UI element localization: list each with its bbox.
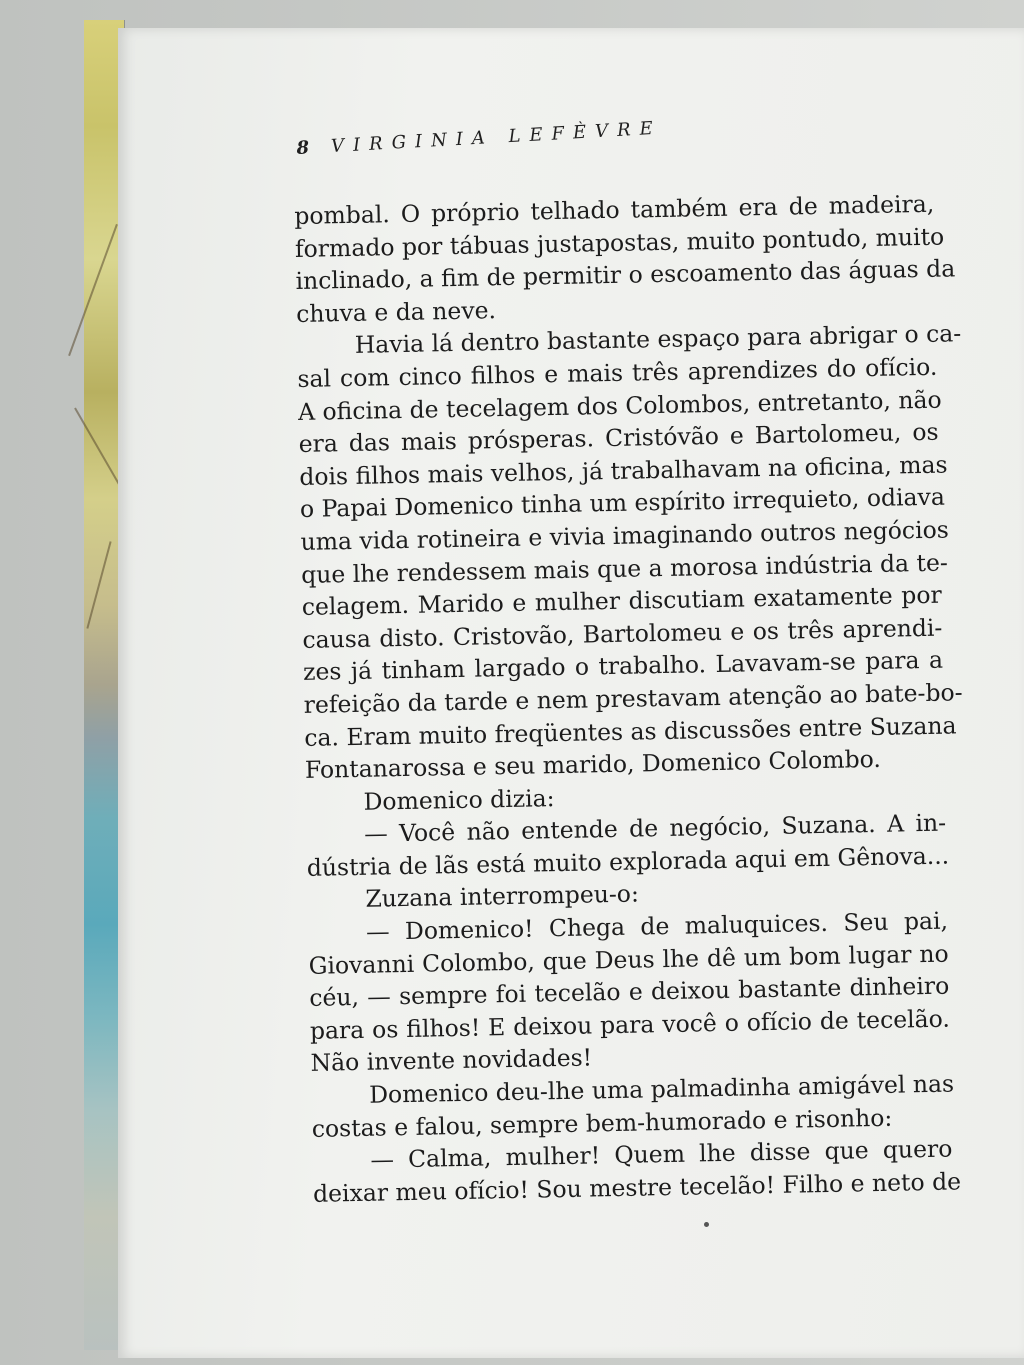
text-line: para os filhos! E deixou para você o ofício de tecelão.: [309, 1004, 951, 1045]
text-line: pombal. O próprio telhado também era de madeira,: [294, 189, 935, 230]
text-line: refeição da tarde e nem prestavam atenção ao bate-bo-: [303, 678, 963, 719]
text-line: Domenico dizia:: [363, 783, 555, 816]
text-line: Zuzana interrompeu-o:: [365, 879, 640, 914]
text-line: deixar meu ofício! Sou mestre tecelão! Filho e neto de: [312, 1167, 962, 1208]
text-line: ca. Eram muito freqüentes as discussões entre Suzana: [304, 710, 957, 752]
text-line: causa disto. Cristovão, Bartolomeu e os três aprendi-: [302, 613, 943, 654]
text-line: Domenico deu-lhe uma palmadinha amigável nas: [368, 1069, 955, 1109]
text-line: sal com cinco filhos e mais três aprendizes do ofício.: [297, 352, 938, 393]
text-line: formado por tábuas justapostas, muito pontudo, muito: [294, 222, 945, 263]
body-text: [294, 188, 963, 1211]
text-line: dois filhos mais velhos, já trabalhavam na oficina, mas: [299, 450, 948, 491]
text-line: era das mais prósperas. Cristóvão e Bartolomeu, os: [298, 417, 939, 459]
text-line: chuva e da neve.: [295, 295, 497, 328]
text-line: — Domenico! Chega de maluquices. Seu pai,: [365, 906, 949, 946]
page-number: 8: [296, 137, 310, 159]
text-line: céu, — sempre foi tecelão e deixou bastante dinheiro: [309, 971, 950, 1013]
text-line: Giovanni Colombo, que Deus lhe dê um bom lugar no: [308, 939, 949, 980]
text-line: A oficina de tecelagem dos Colombos, entretanto, não: [297, 385, 942, 426]
text-line: — Calma, mulher! Quem lhe disse que quero: [370, 1134, 953, 1174]
text-line: celagem. Marido e mulher discutiam exatamente por: [301, 580, 942, 622]
text-line: o Papai Domenico tinha um espírito irrequieto, odiava: [299, 482, 946, 524]
running-title: VIRGINIA LEFÈVRE: [330, 117, 663, 158]
text-line: Havia lá dentro bastante espaço para abrigar o ca-: [354, 319, 962, 360]
text-line: inclinado, a fim de permitir o escoamento das águas da: [295, 254, 956, 296]
text-line: dústria de lãs está muito explorada aqui em Gênova...: [306, 841, 950, 882]
text-line: costas e falou, sempre bem-humorado e risonho:: [311, 1103, 893, 1143]
text-line: Fontanarossa e seu marido, Domenico Colombo.: [304, 744, 882, 784]
ink-dot: [704, 1222, 709, 1227]
text-line: Não invente novidades!: [310, 1043, 593, 1078]
text-line: zes já tinham largado o trabalho. Lavavam-se para a: [302, 645, 944, 687]
text-line: — Você não entende de negócio, Suzana. A in-: [363, 808, 947, 849]
text-line: que lhe rendessem mais que a morosa indústria da te-: [300, 548, 949, 589]
text-line: uma vida rotineira e vivia imaginando outros negócios: [300, 515, 950, 556]
spine-illustration-stroke: [86, 541, 111, 628]
